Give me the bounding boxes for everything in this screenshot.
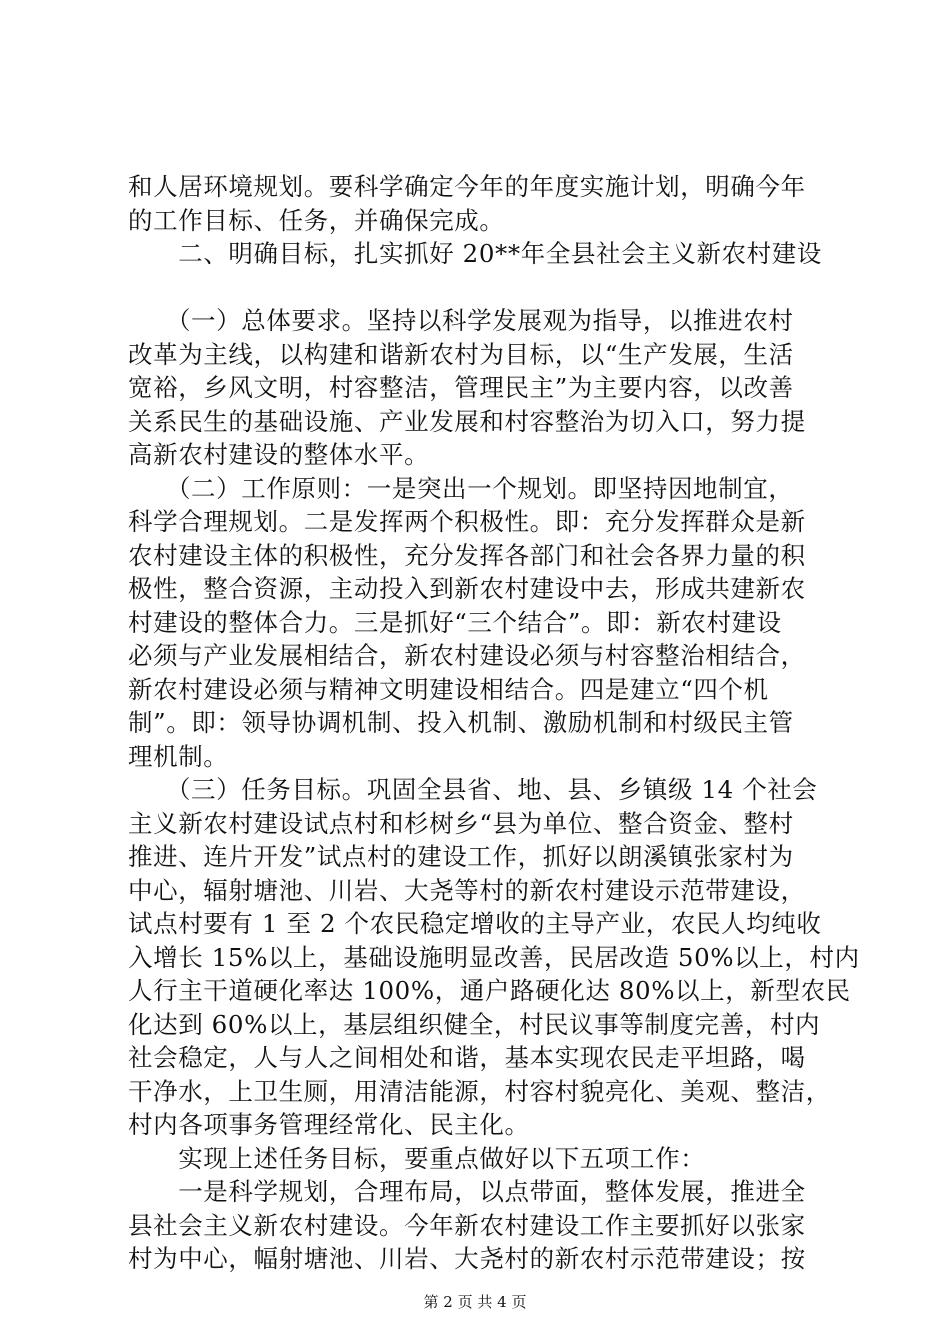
text-line: 实现上述任务目标，要重点做好以下五项工作： — [128, 1143, 706, 1173]
text-line: 理机制。 — [128, 741, 229, 771]
text-line: 高新农村建设的整体水平。 — [128, 440, 430, 469]
document-body — [128, 170, 860, 1276]
text-line: 中心，辐射塘池、川岩、大尧等村的新农村建设示范带建设， — [128, 875, 806, 905]
text-line: 村建设的整体合力。三是抓好“三个结合”。即：新农村建设 — [128, 607, 782, 637]
text-line: 主义新农村建设试点村和杉树乡“县为单位、整合资金、整村 — [128, 808, 794, 838]
text-line: 农村建设主体的积极性，充分发挥各部门和社会各界力量的积 — [128, 540, 806, 570]
text-line: （三）任务目标。巩固全县省、地、县、乡镇级 14 个社会 — [128, 775, 818, 804]
page-number: 第 2 页 共 4 页 — [423, 1293, 527, 1311]
text-line: 新农村建设必须与精神文明建设相结合。四是建立“四个机 — [128, 674, 769, 704]
text-line: 必须与产业发展相结合，新农村建设必须与村容整治相结合， — [128, 641, 806, 670]
text-line: 和人居环境规划。要科学确定今年的年度实施计划，明确今年 — [128, 172, 806, 201]
text-line: 改革为主线，以构建和谐新农村为目标，以“生产发展，生活 — [128, 339, 794, 369]
text-line: 关系民生的基础设施、产业发展和村容整治为切入口，努力提 — [128, 406, 806, 436]
text-line: 人行主干道硬化率达 100%，通户路硬化达 80%以上，新型农民 — [128, 976, 851, 1005]
text-line: 化达到 60%以上，基层组织健全，村民议事等制度完善，村内 — [128, 1009, 821, 1039]
text-line: 极性，整合资源，主动投入到新农村建设中去，形成共建新农 — [128, 574, 806, 603]
text-line: 社会稳定，人与人之间相处和谐，基本实现农民走平坦路，喝 — [128, 1043, 806, 1072]
text-line: 村内各项事务管理经常化、民主化。 — [128, 1110, 530, 1139]
section-heading: 二、明确目标，扎实抓好 20**年全县社会主义新农村建设 — [128, 239, 822, 268]
text-line: 推进、连片开发”试点村的建设工作，抓好以朗溪镇张家村为 — [128, 842, 794, 871]
text-line: （一）总体要求。坚持以科学发展观为指导，以推进农村 — [128, 306, 794, 335]
text-line: 科学合理规划。二是发挥两个积极性。即：充分发挥群众是新 — [128, 507, 806, 536]
text-line: 宽裕，乡风文明，村容整洁，管理民主”为主要内容，以改善 — [128, 373, 794, 402]
text-line: 的工作目标、任务，并确保完成。 — [128, 205, 505, 235]
text-line: 干净水，上卫生厕，用清洁能源，村容村貌亮化、美观、整洁， — [128, 1076, 831, 1106]
text-line: 村为中心，幅射塘池、川岩、大尧村的新农村示范带建设；按 — [128, 1244, 806, 1273]
text-line: 制”。即：领导协调机制、投入机制、激励机制和村级民主管 — [128, 708, 794, 737]
text-line: （二）工作原则：一是突出一个规划。即坚持因地制宜， — [128, 473, 794, 503]
page-footer — [0, 1292, 950, 1312]
blank-line — [128, 271, 840, 305]
text-line: 入增长 15%以上，基础设施明显改善，民居改造 50%以上，村内 — [128, 942, 860, 972]
text-line: 县社会主义新农村建设。今年新农村建设工作主要抓好以张家 — [128, 1210, 806, 1240]
text-line: 试点村要有 1 至 2 个农民稳定增收的主导产业，农民人均纯收 — [128, 909, 822, 938]
text-line: 一是科学规划，合理布局，以点带面，整体发展，推进全 — [128, 1177, 806, 1206]
